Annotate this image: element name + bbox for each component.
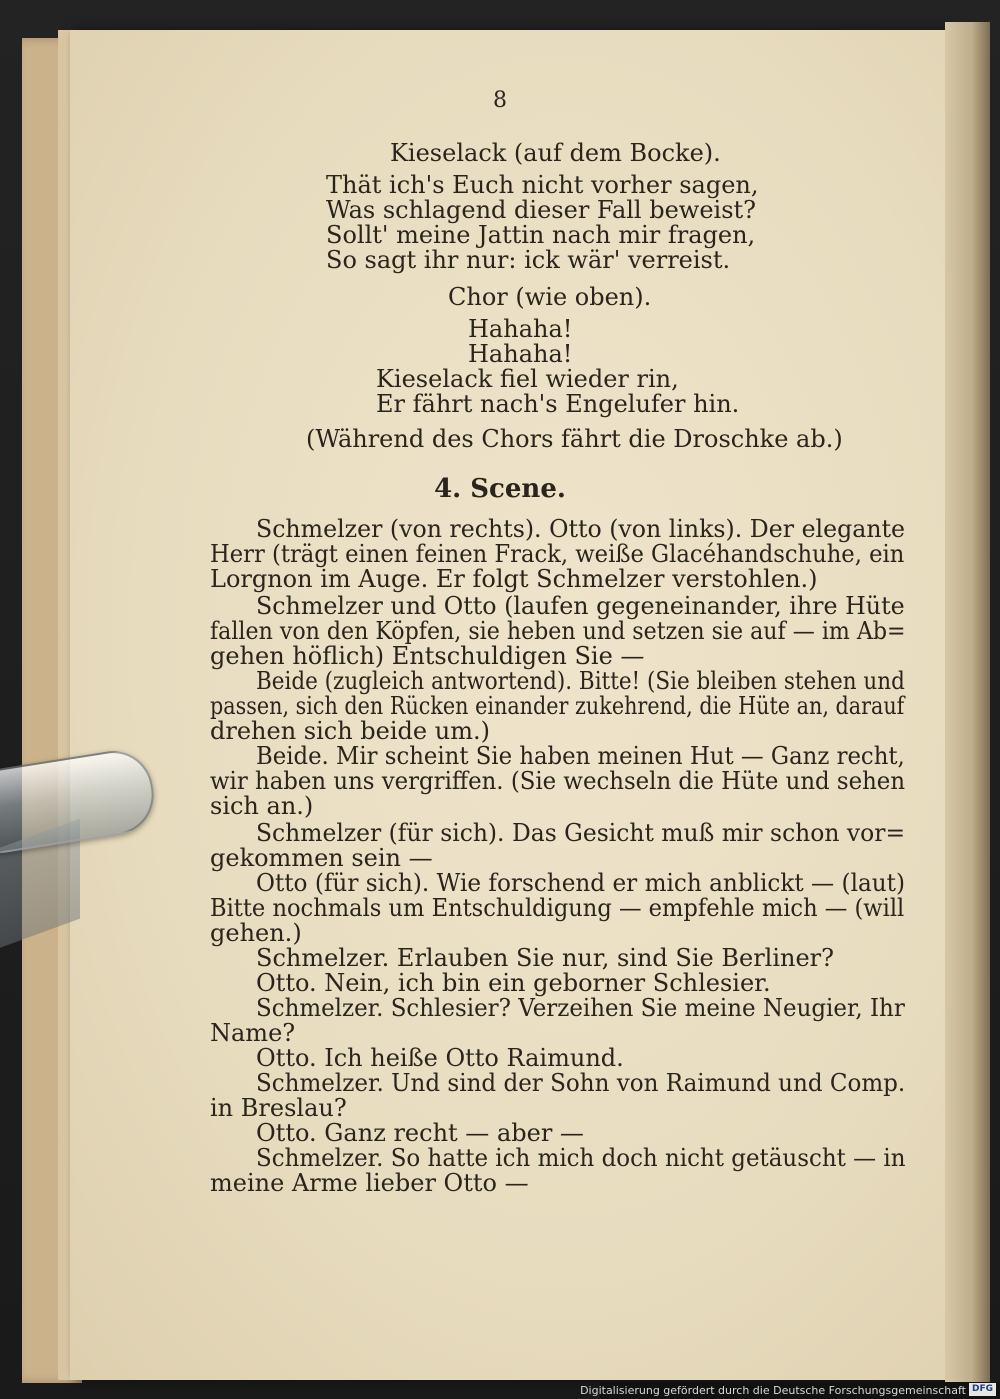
paragraph-line: Schmelzer (von rechts). Otto (von links). Der elegante: [256, 515, 906, 543]
scene-heading: 4. Scene.: [434, 474, 566, 504]
dfg-logo-icon: DFG: [969, 1383, 996, 1396]
speaker-line: Kieselack (auf dem Bocke).: [390, 139, 721, 167]
paragraph-line: Schmelzer und Otto (laufen gegeneinander, ihre Hüte: [256, 592, 905, 620]
paragraph-line: drehen sich beide um.): [210, 717, 490, 745]
verse-line: Sollt' meine Jattin nach mir fragen,: [326, 221, 756, 249]
paragraph-line: Bitte nochmals um Entschuldigung — empfehle mich — (will: [210, 894, 905, 922]
facing-page-edge: [945, 22, 990, 1382]
verse-line: Kieselack fiel wieder rin,: [376, 365, 679, 393]
verse-line: Was schlagend dieser Fall beweist?: [326, 196, 757, 224]
paragraph-line: Name?: [210, 1019, 296, 1047]
paragraph-line: Schmelzer. Schlesier? Verzeihen Sie meine Neugier, Ihr: [256, 994, 905, 1022]
paragraph-line: Otto. Nein, ich bin ein geborner Schlesier.: [256, 969, 771, 997]
paragraph-line: fallen von den Köpfen, sie heben und setzen sie auf — im Ab=: [210, 617, 906, 645]
paragraph-line: passen, sich den Rücken einander zukehrend, die Hüte an, darauf: [210, 692, 905, 720]
paragraph-line: Beide (zugleich antwortend). Bitte! (Sie bleiben stehen und: [256, 667, 905, 695]
paragraph-line: Schmelzer (für sich). Das Gesicht muß mir schon vor=: [256, 819, 906, 847]
paragraph-line: gekommen sein —: [210, 844, 433, 872]
paragraph-line: Herr (trägt einen feinen Frack, weiße Glacéhandschuhe, ein: [210, 540, 905, 568]
paragraph-line: Schmelzer. So hatte ich mich doch nicht getäuscht — in: [256, 1144, 906, 1172]
paragraph-line: Otto. Ich heiße Otto Raimund.: [256, 1044, 624, 1072]
paragraph-line: gehen höflich) Entschuldigen Sie —: [210, 642, 645, 670]
footer-credit: Digitalisierung gefördert durch die Deutsche Forschungsgemeinschaft: [580, 1384, 966, 1397]
paragraph-line: meine Arme lieber Otto —: [210, 1169, 529, 1197]
paragraph-line: Otto (für sich). Wie forschend er mich anblickt — (laut): [256, 869, 905, 897]
paragraph-line: gehen.): [210, 919, 302, 947]
chorus-line: Chor (wie oben).: [448, 283, 652, 311]
stage-direction: (Während des Chors fährt die Droschke ab.): [306, 425, 843, 453]
verse-line: Er fährt nach's Engelufer hin.: [376, 390, 740, 418]
verse-line: Hahaha!: [468, 340, 573, 368]
verse-line: Thät ich's Euch nicht vorher sagen,: [326, 171, 759, 199]
paragraph-line: Lorgnon im Auge. Er folgt Schmelzer verstohlen.): [210, 565, 818, 593]
paragraph-line: Otto. Ganz recht — aber —: [256, 1119, 584, 1147]
paragraph-line: wir haben uns vergriffen. (Sie wechseln die Hüte und sehen: [210, 767, 906, 795]
paragraph-line: Schmelzer. Und sind der Sohn von Raimund und Comp.: [256, 1069, 906, 1097]
verse-line: So sagt ihr nur: ick wär' verreist.: [326, 246, 731, 274]
verse-line: Hahaha!: [468, 315, 573, 343]
paragraph-line: in Breslau?: [210, 1094, 347, 1122]
page-number: 8: [493, 88, 507, 113]
paragraph-line: sich an.): [210, 792, 314, 820]
paragraph-line: Beide. Mir scheint Sie haben meinen Hut — Ganz recht,: [256, 742, 905, 770]
paragraph-line: Schmelzer. Erlauben Sie nur, sind Sie Berliner?: [256, 944, 835, 972]
